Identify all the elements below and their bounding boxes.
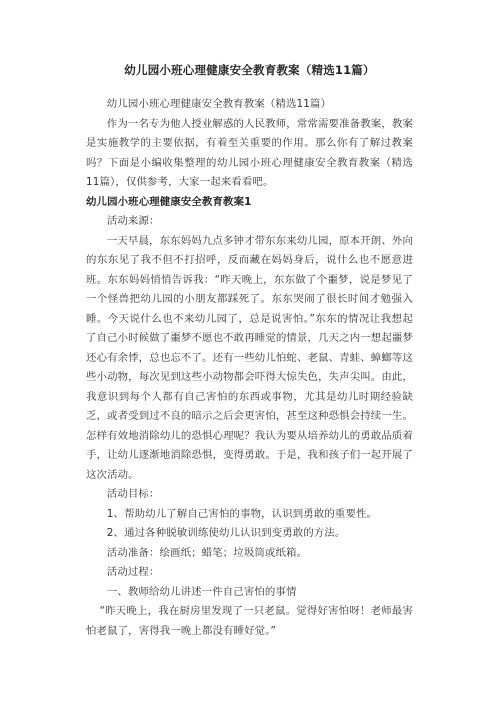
paragraph-process-label: 活动过程： (106, 566, 160, 578)
paragraph-goals-label: 活动目标： (106, 488, 160, 500)
document-body (86, 95, 413, 641)
paragraph-quote: “昨天晚上，我在厨房里发现了一只老鼠。觉得好害怕呀！老师最害怕老鼠了，害得我一晚上都没有睡好觉。” (86, 605, 413, 637)
paragraph-goal-1: 1、帮助幼儿了解自己害怕的事物，认识到勇敢的重要性。 (106, 507, 378, 520)
paragraph-step-1: 一、教师给幼儿讲述一件自己害怕的事情 (106, 585, 297, 598)
paragraph-preparation: 活动准备：绘画纸；蜡笔；垃圾筒或纸箱。 (106, 546, 308, 559)
document-title: 幼儿园小班心理健康安全教育教案（精选11篇） (124, 63, 375, 77)
paragraph-source-label: 活动来源： (106, 215, 160, 227)
paragraph-source-body: 一天早晨，东东妈妈九点多钟才带东东来幼儿园，原本开朗、外向的东东见了我不但不打招呼，反而藏在妈妈身后，说什么也不愿意进班。东东妈妈悄悄告诉我：“昨天晚上，东东做了个噩梦，说是梦见了一个怪兽把幼儿园的小朋友都踩死了。东东哭闹了很长时间才勉强入睡。今天说什么也不来幼儿园了，总是说害怕。”东东的情况让我想起了自己小时候做了噩梦不愿也不敢再睡觉的情景，几天之内一想起噩梦还心有余悸，总也忘不了。还有一些幼儿怕蛇、老鼠、青蛙、蟑螂等这些小动物，每次见到这些小动物都会吓得大惊失色，失声尖叫。由此，我意识到每个人都有自己害怕的东西或事物，尤其是幼儿时期经验缺乏，或者受到过不良的暗示之后会更害怕，甚至这种恐惧会持续一生。怎样有效地消除幼儿的恐惧心理呢？我认为要从培养幼儿的勇敢品质着手，让幼儿逐渐地消除恐惧，变得勇敢。于是，我和孩子们一起开展了这次活动。 (86, 234, 413, 481)
paragraph-goal-2: 2、通过各种脱敏训练使幼儿认识到变勇敢的方法。 (106, 527, 346, 539)
paragraph-subtitle: 幼儿园小班心理健康安全教育教案（精选11篇） (106, 98, 332, 110)
paragraph-intro: 作为一名专为他人授业解惑的人民教师，常常需要准备教案，教案是实施教学的主要依据，有着至关重要的作用。那么你有了解过教案吗？下面是小编收集整理的幼儿园小班心理健康安全教育教案（精选11篇），仅供参考，大家一起来看看吧。 (86, 117, 413, 188)
section-heading: 幼儿园小班心理健康安全教育教案1 (86, 195, 252, 208)
